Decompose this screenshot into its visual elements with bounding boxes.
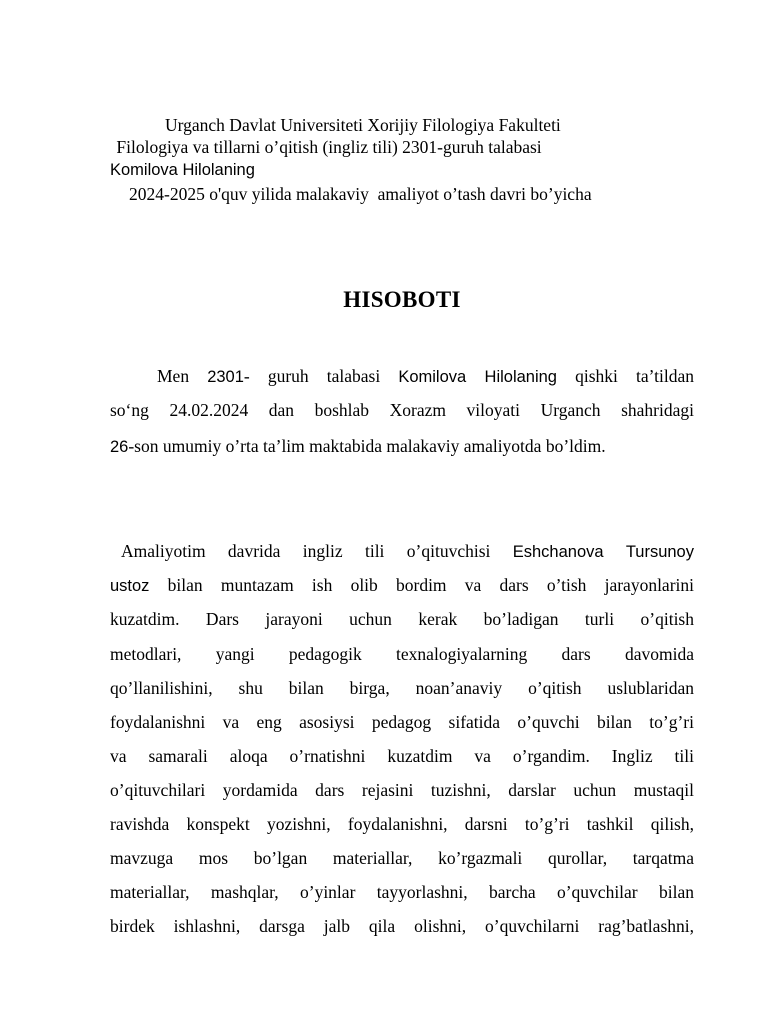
paragraph2-line8: o’qituvchilari yordamida dars rejasini tuzishni, darslar uchun mustaqil — [110, 780, 694, 800]
paragraph2-line5: qo’llanilishini, shu bilan birga, noan’anaviy o’qitish uslublaridan — [110, 678, 694, 698]
p2-teacher-name: Eshchanova Tursunoy — [512, 543, 694, 561]
p2-text-b: bilan muntazam ish olib bordim va dars o’tish jarayonlarini — [149, 575, 694, 595]
p1-text-a: Men — [157, 366, 208, 386]
p1-text-b: - guruh talabasi — [243, 366, 399, 386]
paragraph2-line10: mavzuga mos bo’lgan materiallar, ko’rgazmali qurollar, tarqatma — [110, 848, 694, 868]
p2-text-a: Amaliyotim davrida ingliz tili o’qituvchisi — [121, 541, 513, 561]
paragraph2-line2 — [110, 573, 694, 597]
header-student-name: Komilova Hilolaning — [110, 161, 255, 179]
paragraph2-line1 — [121, 539, 694, 563]
document-title: HISOBOTI — [343, 287, 461, 312]
paragraph2-line7: va samarali aloqa o’rnatishni kuzatdim va o’rgandim. Ingliz tili — [110, 746, 694, 766]
paragraph2-line4: metodlari, yangi pedagogik texnalogiyalarning dars davomida — [110, 644, 694, 664]
paragraph2-line12: birdek ishlashni, darsga jalb qila olishni, o’quvchilarni rag’batlashni, — [110, 916, 694, 936]
paragraph2-line9: ravishda konspekt yozishni, foydalanishni, darsni to’g’ri tashkil qilish, — [110, 814, 694, 834]
p1-school-text: -son umumiy o’rta ta’lim maktabida malakaviy amaliyotda bo’ldim. — [128, 436, 606, 456]
header-period: 2024-2025 o'quv yilida malakaviy amaliyot o’tash davri bo’yicha — [129, 184, 592, 204]
p2-teacher-title: ustoz — [110, 577, 150, 595]
p1-group-number: 2301 — [207, 368, 244, 386]
paragraph1-line2: so‘ng 24.02.2024 dan boshlab Xorazm viloyati Urganch shahridagi — [110, 400, 694, 420]
header-department: Filologiya va tillarni o’qitish (ingliz tili) 2301-guruh talabasi — [112, 137, 542, 157]
p1-text-c: qishki ta’tildan — [557, 366, 694, 386]
paragraph2-line3: kuzatdim. Dars jarayoni uchun kerak bo’ladigan turli o’qitish — [110, 609, 694, 629]
p1-student-name: Komilova Hilolaning — [398, 368, 557, 386]
paragraph2-line11: materiallar, mashqlar, o’yinlar tayyorlashni, barcha o’quvchilar bilan — [110, 882, 694, 902]
paragraph2-line6: foydalanishni va eng asosiysi pedagog sifatida o’quvchi bilan to’g’ri — [110, 712, 694, 732]
p1-school-number: 26 — [110, 438, 129, 456]
header-university: Urganch Davlat Universiteti Xorijiy Filologiya Fakulteti — [165, 115, 561, 135]
paragraph1-line3 — [110, 434, 694, 458]
paragraph1-line1 — [157, 364, 694, 388]
